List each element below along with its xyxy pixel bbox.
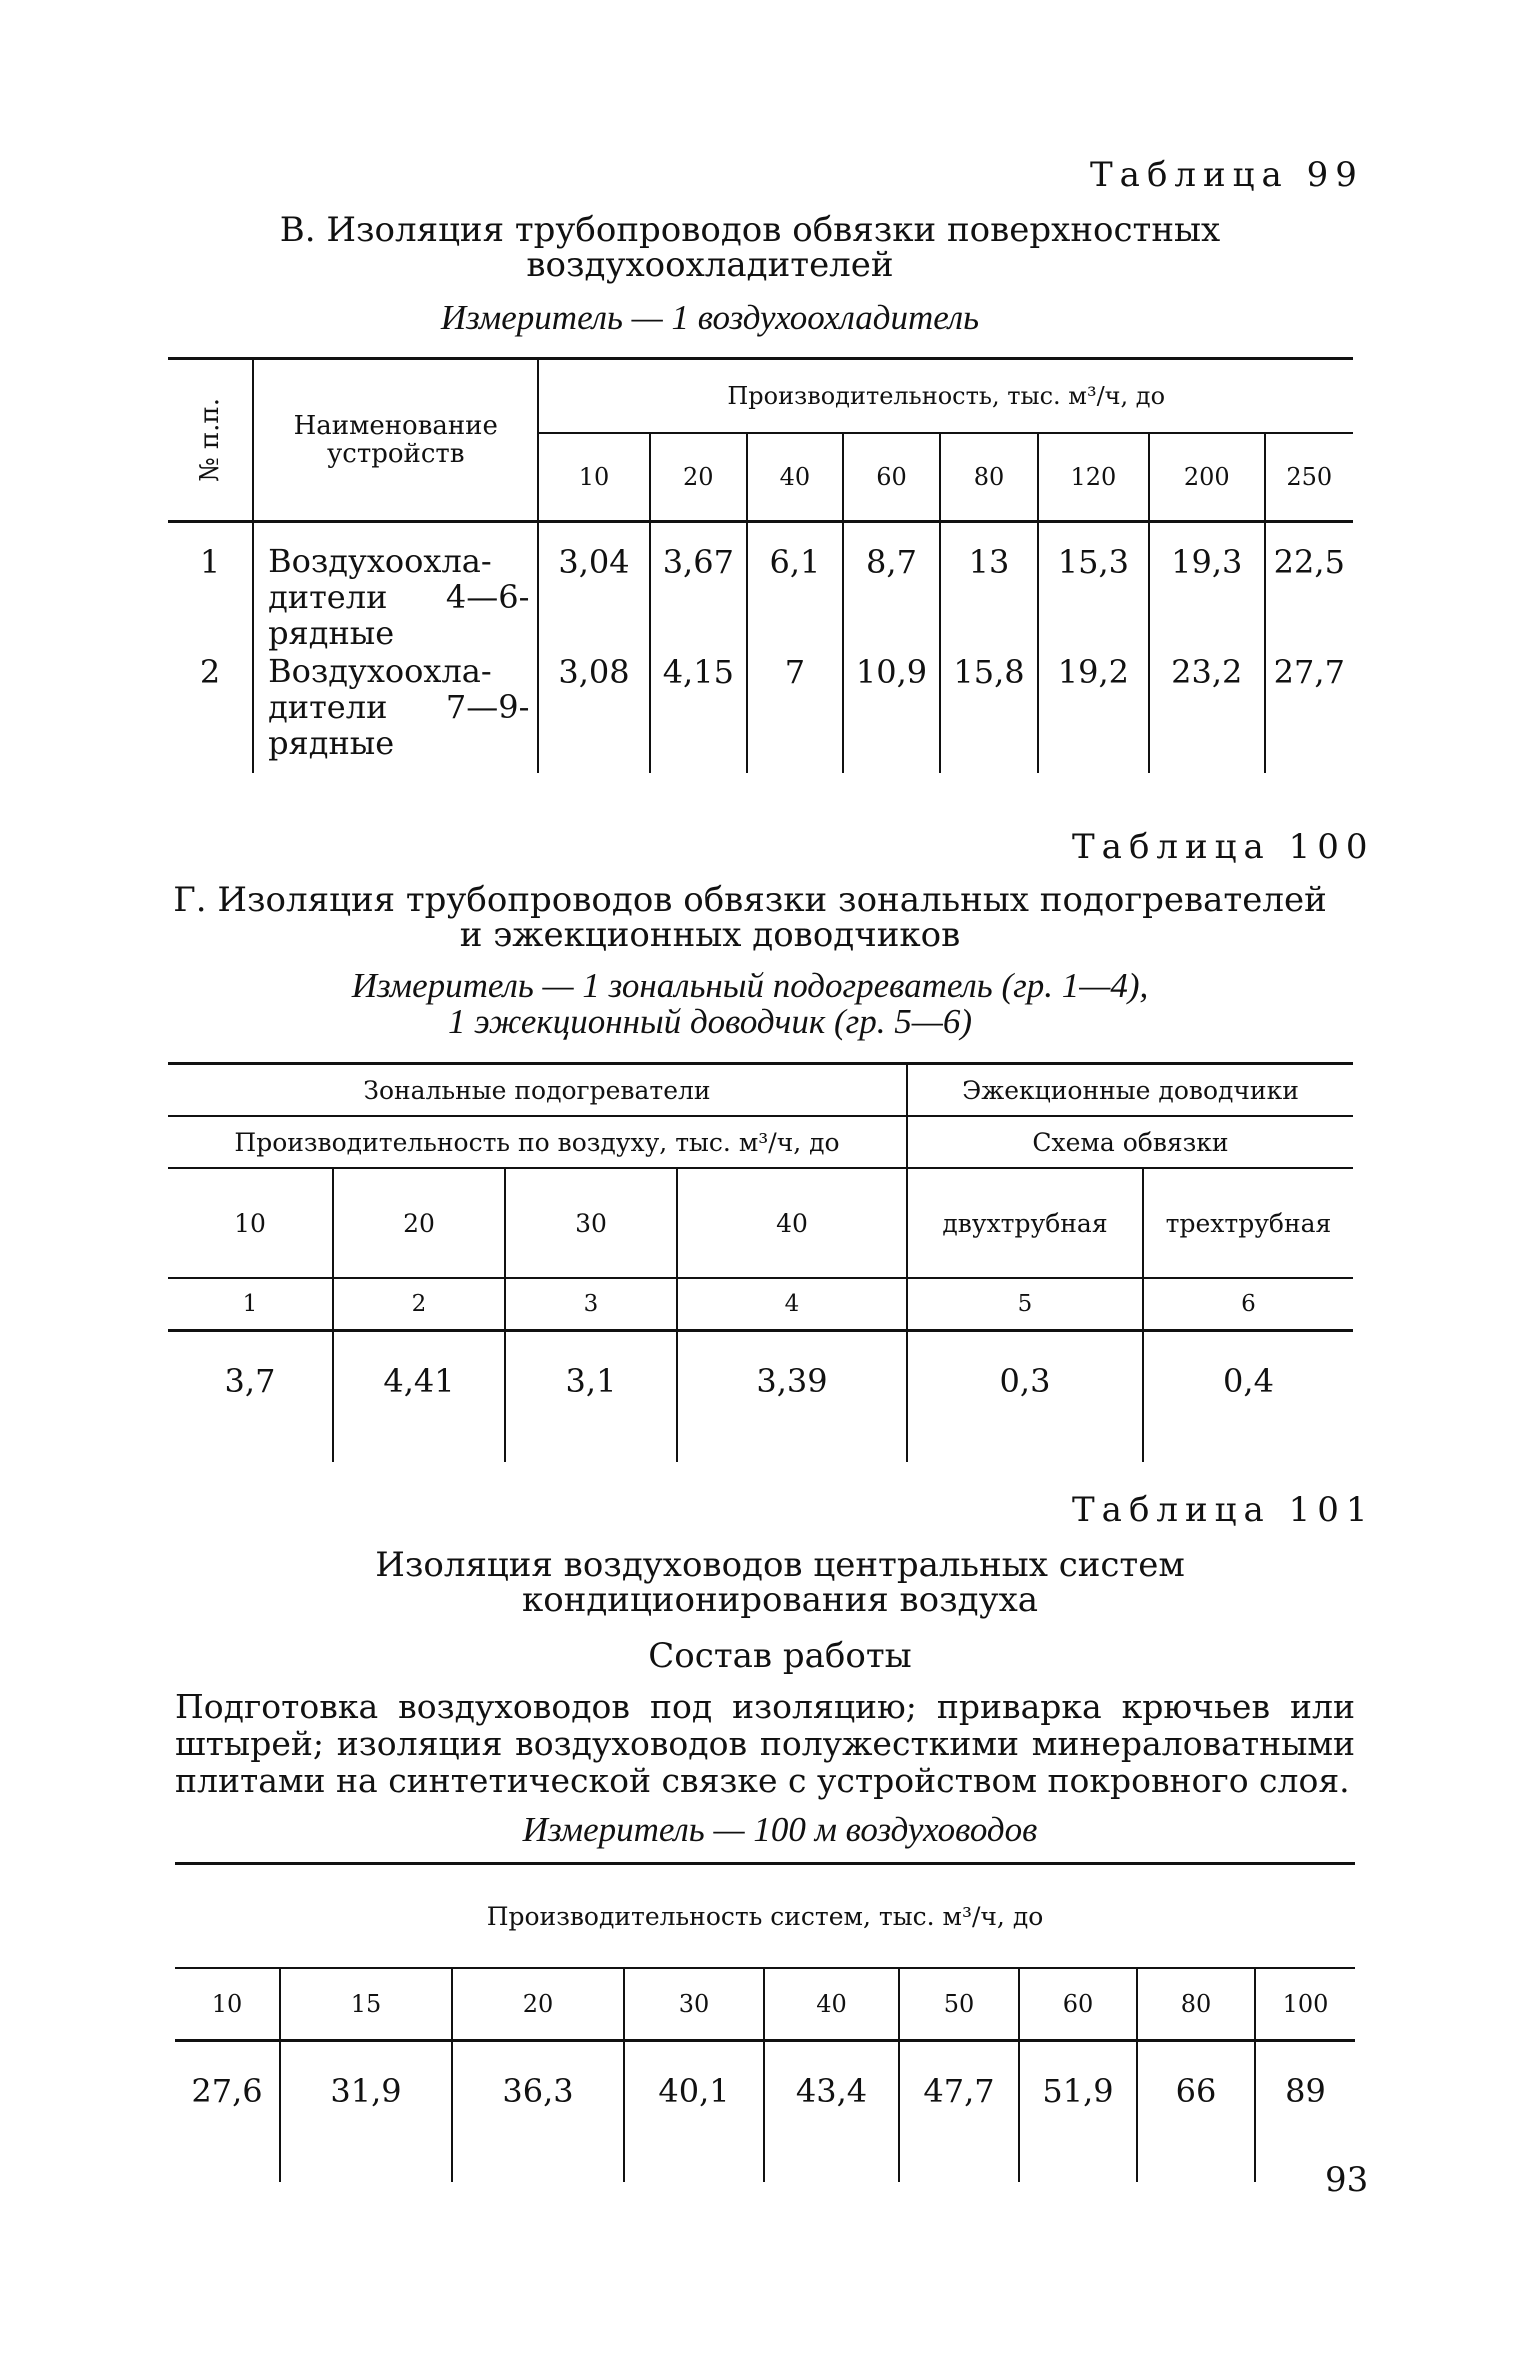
table-cell: 40,1: [624, 2041, 764, 2183]
t101-cap-header: 10: [211, 1990, 243, 2018]
table-row: [175, 2041, 1355, 2183]
t100-zonal-header: Зональные подогреватели: [168, 1064, 907, 1117]
t101-cap-header: 50: [899, 1968, 1019, 2041]
t100-col-number: 6: [1143, 1278, 1353, 1331]
table-cell: 43,4: [764, 2041, 899, 2183]
t100-ejector-subheader: Схема обвязки: [907, 1116, 1353, 1168]
table-cell: 3,67: [650, 522, 748, 654]
table-cell: 19,2: [1038, 653, 1149, 773]
t100-col-header: двухтрубная: [907, 1168, 1143, 1278]
table-100-title-line2: и эжекционных доводчиков: [459, 915, 961, 955]
t100-col-number: 2: [333, 1278, 505, 1331]
table-100-measure-line2: 1 эжекционный доводчик (гр. 5—6): [447, 1002, 973, 1041]
t99-row-name: Воздухоохла- дители 4—6- рядные: [253, 522, 538, 654]
t99-col-name-header: Наименование устройств: [253, 359, 538, 522]
t101-cap-header: 80: [1137, 1968, 1255, 2041]
table-101-title-line1: Изоляция воздуховодов центральных систем: [375, 1545, 1185, 1585]
table-cell: 31,9: [280, 2041, 452, 2183]
table-cell: 47,7: [899, 2041, 1019, 2183]
work-composition-text: Подготовка воздуховодов под изоляцию; приварка крючьев или штырей; изоляция воздуховодов полужесткими минераловатными плитами на синтетической связке с устройством покровного слоя.: [175, 1687, 1355, 1800]
t100-col-header: 30: [505, 1168, 677, 1278]
table-cell: 8,7: [843, 522, 941, 654]
table-cell: 6,1: [747, 522, 843, 654]
table-cell: 4,41: [333, 1331, 505, 1463]
t100-ejector-header: Эжекционные доводчики: [907, 1064, 1353, 1117]
t100-col-number: 1: [242, 1291, 258, 1317]
table-cell: 36,3: [452, 2041, 624, 2183]
t101-cap-header: 15: [280, 1968, 452, 2041]
t101-cap-header: 60: [1019, 1968, 1137, 2041]
table-cell: 22,5: [1265, 522, 1353, 654]
table-100: [168, 1062, 1353, 1462]
table-99-title-line2: воздухоохладителей: [526, 245, 894, 285]
table-99-measure: Измеритель — 1 воздухоохладитель: [440, 298, 980, 337]
table-cell: 3,08: [538, 653, 649, 773]
t101-cap-header: 40: [764, 1968, 899, 2041]
t100-col-number: 5: [907, 1278, 1143, 1331]
t100-col-number: 3: [505, 1278, 677, 1331]
table-cell: 19,3: [1149, 522, 1265, 654]
table-cell: 66: [1137, 2041, 1255, 2183]
table-100-measure-line1: Измеритель — 1 зональный подогреватель (гр. 1—4),: [351, 966, 1149, 1005]
t100-col-header: 40: [677, 1168, 907, 1278]
t99-cap-header: 60: [843, 433, 941, 522]
t99-cap-header: 10: [538, 433, 649, 522]
t100-col-number: 4: [677, 1278, 907, 1331]
table-cell: 51,9: [1019, 2041, 1137, 2183]
t99-cap-header: 20: [650, 433, 748, 522]
table-cell: 23,2: [1149, 653, 1265, 773]
t99-cap-header: 200: [1149, 433, 1265, 522]
table-cell: 7: [747, 653, 843, 773]
t99-row-name: Воздухоохла- дители 7—9- рядные: [253, 653, 538, 773]
table-101-number: Таблица 101: [1072, 1490, 1375, 1530]
table-99-number: Таблица 99: [1090, 155, 1364, 195]
t99-cap-header: 250: [1265, 433, 1353, 522]
table-100-number: Таблица 100: [1072, 827, 1375, 867]
table-row: [168, 1331, 1353, 1463]
table-101: [175, 1862, 1355, 2182]
t99-col-no-header: № п.п.: [168, 359, 253, 522]
table-cell: 3,7: [224, 1362, 276, 1400]
t100-col-header: трехтрубная: [1143, 1168, 1353, 1278]
table-cell: 15,8: [940, 653, 1038, 773]
table-100-title-line1: Г. Изоляция трубопроводов обвязки зональных подогревателей: [173, 880, 1327, 920]
table-row: [168, 653, 1353, 773]
table-cell: 10,9: [843, 653, 941, 773]
table-cell: 27,6: [191, 2072, 263, 2110]
table-cell: 13: [940, 522, 1038, 654]
table-101-measure: Измеритель — 100 м воздуховодов: [522, 1810, 1038, 1849]
t100-col-header: 10: [234, 1208, 266, 1238]
table-101-title-line2: кондиционирования воздуха: [521, 1580, 1039, 1620]
t100-zonal-subheader: Производительность по воздуху, тыс. м³/ч, до: [168, 1116, 907, 1168]
table-cell: 4,15: [650, 653, 748, 773]
t99-cap-header: 80: [940, 433, 1038, 522]
page-number: 93: [1325, 2160, 1369, 2200]
t99-row-no: 2: [199, 653, 221, 691]
table-99-title-line1: В. Изоляция трубопроводов обвязки поверхностных: [279, 210, 1221, 250]
table-cell: 0,4: [1143, 1331, 1353, 1463]
table-cell: 27,7: [1265, 653, 1353, 773]
t101-cap-header: 20: [452, 1968, 624, 2041]
table-cell: 3,39: [677, 1331, 907, 1463]
t101-cap-header: 100: [1255, 1968, 1355, 2041]
t101-cap-header: 30: [624, 1968, 764, 2041]
t99-cap-header: 40: [747, 433, 843, 522]
t99-row-no: 1: [199, 543, 221, 581]
table-cell: 89: [1255, 2041, 1355, 2183]
table-cell: 0,3: [907, 1331, 1143, 1463]
table-cell: 3,04: [538, 522, 649, 654]
t99-cap-header: 120: [1038, 433, 1149, 522]
table-99: [168, 357, 1353, 773]
table-cell: 15,3: [1038, 522, 1149, 654]
table-cell: 3,1: [505, 1331, 677, 1463]
table-row: [168, 522, 1353, 654]
work-composition-title: Состав работы: [648, 1636, 912, 1676]
t101-group-header: Производительность систем, тыс. м³/ч, до: [175, 1864, 1355, 1969]
t100-col-header: 20: [333, 1168, 505, 1278]
t99-group-header: Производительность, тыс. м³/ч, до: [538, 359, 1353, 434]
